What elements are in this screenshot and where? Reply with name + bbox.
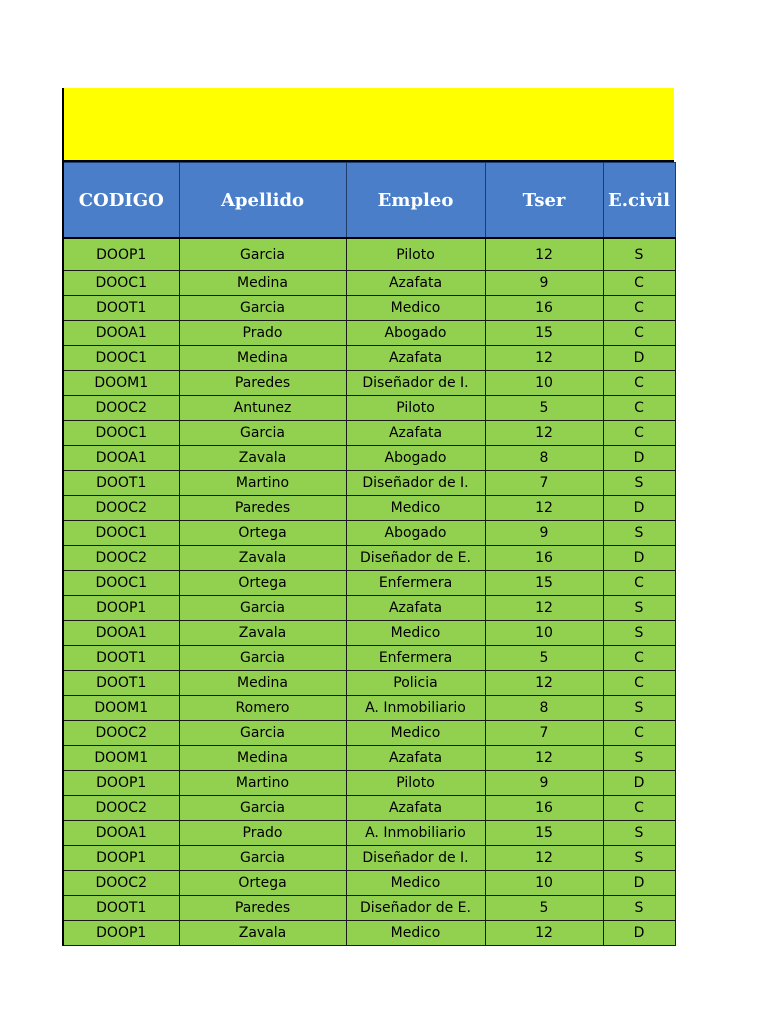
yellow-banner (62, 88, 674, 162)
cell-codigo[interactable]: DOOP1 (63, 771, 179, 796)
cell-ecivil[interactable]: S (603, 621, 675, 646)
cell-empleo[interactable]: Diseñador de I. (346, 846, 485, 871)
cell-tser[interactable]: 12 (485, 596, 603, 621)
cell-apellido[interactable]: Antunez (179, 396, 346, 421)
cell-tser[interactable]: 9 (485, 271, 603, 296)
cell-apellido[interactable]: Zavala (179, 621, 346, 646)
cell-codigo[interactable]: DOOP1 (63, 921, 179, 946)
cell-apellido[interactable]: Garcia (179, 796, 346, 821)
cell-apellido[interactable]: Garcia (179, 721, 346, 746)
table-row (63, 771, 675, 796)
header-empleo[interactable]: Empleo (346, 163, 485, 239)
cell-ecivil[interactable]: D (603, 446, 675, 471)
cell-empleo[interactable]: Medico (346, 721, 485, 746)
cell-codigo[interactable]: DOOP1 (63, 846, 179, 871)
cell-ecivil[interactable]: S (603, 746, 675, 771)
cell-ecivil[interactable]: C (603, 321, 675, 346)
cell-ecivil[interactable]: C (603, 646, 675, 671)
cell-empleo[interactable]: Azafata (346, 346, 485, 371)
cell-codigo[interactable]: DOOM1 (63, 746, 179, 771)
cell-codigo[interactable]: DOOC1 (63, 421, 179, 446)
cell-empleo[interactable]: Azafata (346, 796, 485, 821)
header-tser[interactable]: Tser (485, 163, 603, 239)
table-row (63, 671, 675, 696)
cell-empleo[interactable]: A. Inmobiliario (346, 821, 485, 846)
cell-tser[interactable]: 7 (485, 721, 603, 746)
cell-empleo[interactable]: Policia (346, 671, 485, 696)
table-row (63, 846, 675, 871)
cell-tser[interactable]: 12 (485, 421, 603, 446)
cell-tser[interactable]: 7 (485, 471, 603, 496)
cell-tser[interactable]: 10 (485, 621, 603, 646)
cell-ecivil[interactable]: D (603, 346, 675, 371)
table-row (63, 271, 675, 296)
cell-empleo[interactable]: Medico (346, 296, 485, 321)
cell-empleo[interactable]: Piloto (346, 238, 485, 271)
cell-empleo[interactable]: Abogado (346, 321, 485, 346)
cell-empleo[interactable]: Abogado (346, 521, 485, 546)
cell-empleo[interactable]: Enfermera (346, 571, 485, 596)
table-row (63, 546, 675, 571)
cell-ecivil[interactable]: C (603, 421, 675, 446)
cell-apellido[interactable]: Garcia (179, 421, 346, 446)
cell-ecivil[interactable]: S (603, 471, 675, 496)
table-row (63, 696, 675, 721)
cell-ecivil[interactable]: S (603, 846, 675, 871)
cell-codigo[interactable]: DOOT1 (63, 471, 179, 496)
table-row (63, 646, 675, 671)
cell-tser[interactable]: 5 (485, 896, 603, 921)
table-row (63, 321, 675, 346)
table-row (63, 296, 675, 321)
cell-tser[interactable]: 5 (485, 646, 603, 671)
cell-tser[interactable]: 12 (485, 671, 603, 696)
cell-empleo[interactable]: Diseñador de E. (346, 896, 485, 921)
cell-empleo[interactable]: A. Inmobiliario (346, 696, 485, 721)
cell-apellido[interactable]: Garcia (179, 646, 346, 671)
cell-ecivil[interactable]: S (603, 596, 675, 621)
cell-tser[interactable]: 8 (485, 696, 603, 721)
cell-ecivil[interactable]: C (603, 721, 675, 746)
cell-empleo[interactable]: Diseñador de I. (346, 471, 485, 496)
cell-empleo[interactable]: Azafata (346, 746, 485, 771)
cell-codigo[interactable]: DOOM1 (63, 696, 179, 721)
cell-empleo[interactable]: Azafata (346, 421, 485, 446)
cell-empleo[interactable]: Diseñador de E. (346, 546, 485, 571)
cell-tser[interactable]: 16 (485, 796, 603, 821)
cell-ecivil[interactable]: C (603, 296, 675, 321)
cell-ecivil[interactable]: D (603, 921, 675, 946)
employee-table (62, 162, 676, 946)
table-row (63, 896, 675, 921)
table-row (63, 621, 675, 646)
header-row (63, 163, 675, 239)
table-row (63, 821, 675, 846)
cell-codigo[interactable]: DOOA1 (63, 621, 179, 646)
cell-apellido[interactable]: Medina (179, 346, 346, 371)
cell-tser[interactable]: 12 (485, 496, 603, 521)
header-codigo[interactable]: CODIGO (63, 163, 179, 239)
table-row (63, 746, 675, 771)
cell-empleo[interactable]: Piloto (346, 771, 485, 796)
cell-empleo[interactable]: Piloto (346, 396, 485, 421)
cell-codigo[interactable]: DOOA1 (63, 821, 179, 846)
cell-tser[interactable]: 12 (485, 746, 603, 771)
header-apellido[interactable]: Apellido (179, 163, 346, 239)
cell-apellido[interactable]: Zavala (179, 546, 346, 571)
cell-tser[interactable]: 9 (485, 521, 603, 546)
cell-tser[interactable]: 15 (485, 821, 603, 846)
cell-ecivil[interactable]: S (603, 238, 675, 271)
cell-codigo[interactable]: DOOT1 (63, 296, 179, 321)
cell-codigo[interactable]: DOOC2 (63, 721, 179, 746)
header-ecivil[interactable]: E.civil (603, 163, 675, 239)
cell-tser[interactable]: 16 (485, 296, 603, 321)
cell-ecivil[interactable]: C (603, 671, 675, 696)
spreadsheet (62, 88, 674, 946)
cell-ecivil[interactable]: C (603, 371, 675, 396)
cell-apellido[interactable]: Ortega (179, 521, 346, 546)
cell-codigo[interactable]: DOOM1 (63, 371, 179, 396)
cell-ecivil[interactable]: D (603, 496, 675, 521)
cell-apellido[interactable]: Prado (179, 821, 346, 846)
cell-ecivil[interactable]: S (603, 696, 675, 721)
cell-ecivil[interactable]: S (603, 521, 675, 546)
cell-ecivil[interactable]: D (603, 771, 675, 796)
cell-apellido[interactable]: Paredes (179, 371, 346, 396)
table-row (63, 421, 675, 446)
cell-tser[interactable]: 12 (485, 346, 603, 371)
cell-empleo[interactable]: Diseñador de I. (346, 371, 485, 396)
cell-ecivil[interactable]: C (603, 396, 675, 421)
cell-tser[interactable]: 10 (485, 371, 603, 396)
cell-tser[interactable]: 12 (485, 238, 603, 271)
cell-apellido[interactable]: Paredes (179, 896, 346, 921)
cell-codigo[interactable]: DOOT1 (63, 646, 179, 671)
cell-apellido[interactable]: Medina (179, 671, 346, 696)
cell-apellido[interactable]: Medina (179, 746, 346, 771)
cell-codigo[interactable]: DOOC2 (63, 396, 179, 421)
cell-empleo[interactable]: Enfermera (346, 646, 485, 671)
cell-apellido[interactable]: Prado (179, 321, 346, 346)
cell-empleo[interactable]: Azafata (346, 271, 485, 296)
table-row (63, 371, 675, 396)
cell-apellido[interactable]: Ortega (179, 571, 346, 596)
cell-tser[interactable]: 16 (485, 546, 603, 571)
cell-apellido[interactable]: Romero (179, 696, 346, 721)
table-row (63, 796, 675, 821)
cell-apellido[interactable]: Garcia (179, 296, 346, 321)
cell-codigo[interactable]: DOOC1 (63, 571, 179, 596)
cell-codigo[interactable]: DOOP1 (63, 238, 179, 271)
cell-apellido[interactable]: Garcia (179, 596, 346, 621)
table-row (63, 571, 675, 596)
cell-apellido[interactable]: Paredes (179, 496, 346, 521)
table-row (63, 721, 675, 746)
cell-apellido[interactable]: Ortega (179, 871, 346, 896)
cell-empleo[interactable]: Medico (346, 921, 485, 946)
cell-ecivil[interactable]: C (603, 796, 675, 821)
cell-codigo[interactable]: DOOT1 (63, 896, 179, 921)
cell-codigo[interactable]: DOOC1 (63, 271, 179, 296)
cell-tser[interactable]: 5 (485, 396, 603, 421)
table-row (63, 871, 675, 896)
cell-ecivil[interactable]: D (603, 546, 675, 571)
cell-apellido[interactable]: Zavala (179, 446, 346, 471)
cell-tser[interactable]: 12 (485, 921, 603, 946)
table-row (63, 921, 675, 946)
cell-ecivil[interactable]: C (603, 571, 675, 596)
cell-tser[interactable]: 15 (485, 321, 603, 346)
cell-empleo[interactable]: Medico (346, 621, 485, 646)
cell-codigo[interactable]: DOOC2 (63, 496, 179, 521)
table-row (63, 396, 675, 421)
cell-apellido[interactable]: Garcia (179, 846, 346, 871)
cell-codigo[interactable]: DOOA1 (63, 446, 179, 471)
cell-ecivil[interactable]: C (603, 271, 675, 296)
cell-codigo[interactable]: DOOC2 (63, 546, 179, 571)
cell-codigo[interactable]: DOOC2 (63, 796, 179, 821)
table-row (63, 471, 675, 496)
table-row (63, 496, 675, 521)
cell-apellido[interactable]: Garcia (179, 238, 346, 271)
cell-apellido[interactable]: Martino (179, 471, 346, 496)
cell-codigo[interactable]: DOOA1 (63, 321, 179, 346)
table-row (63, 446, 675, 471)
cell-empleo[interactable]: Azafata (346, 596, 485, 621)
cell-empleo[interactable]: Medico (346, 871, 485, 896)
cell-codigo[interactable]: DOOC1 (63, 346, 179, 371)
cell-empleo[interactable]: Abogado (346, 446, 485, 471)
cell-tser[interactable]: 9 (485, 771, 603, 796)
cell-codigo[interactable]: DOOP1 (63, 596, 179, 621)
table-row (63, 596, 675, 621)
cell-tser[interactable]: 10 (485, 871, 603, 896)
cell-codigo[interactable]: DOOT1 (63, 671, 179, 696)
cell-ecivil[interactable]: S (603, 896, 675, 921)
cell-ecivil[interactable]: S (603, 821, 675, 846)
cell-codigo[interactable]: DOOC2 (63, 871, 179, 896)
cell-tser[interactable]: 12 (485, 846, 603, 871)
cell-apellido[interactable]: Martino (179, 771, 346, 796)
cell-apellido[interactable]: Zavala (179, 921, 346, 946)
cell-empleo[interactable]: Medico (346, 496, 485, 521)
cell-ecivil[interactable]: D (603, 871, 675, 896)
cell-codigo[interactable]: DOOC1 (63, 521, 179, 546)
table-row (63, 521, 675, 546)
table-row (63, 346, 675, 371)
cell-apellido[interactable]: Medina (179, 271, 346, 296)
table-row (63, 238, 675, 271)
cell-tser[interactable]: 15 (485, 571, 603, 596)
cell-tser[interactable]: 8 (485, 446, 603, 471)
